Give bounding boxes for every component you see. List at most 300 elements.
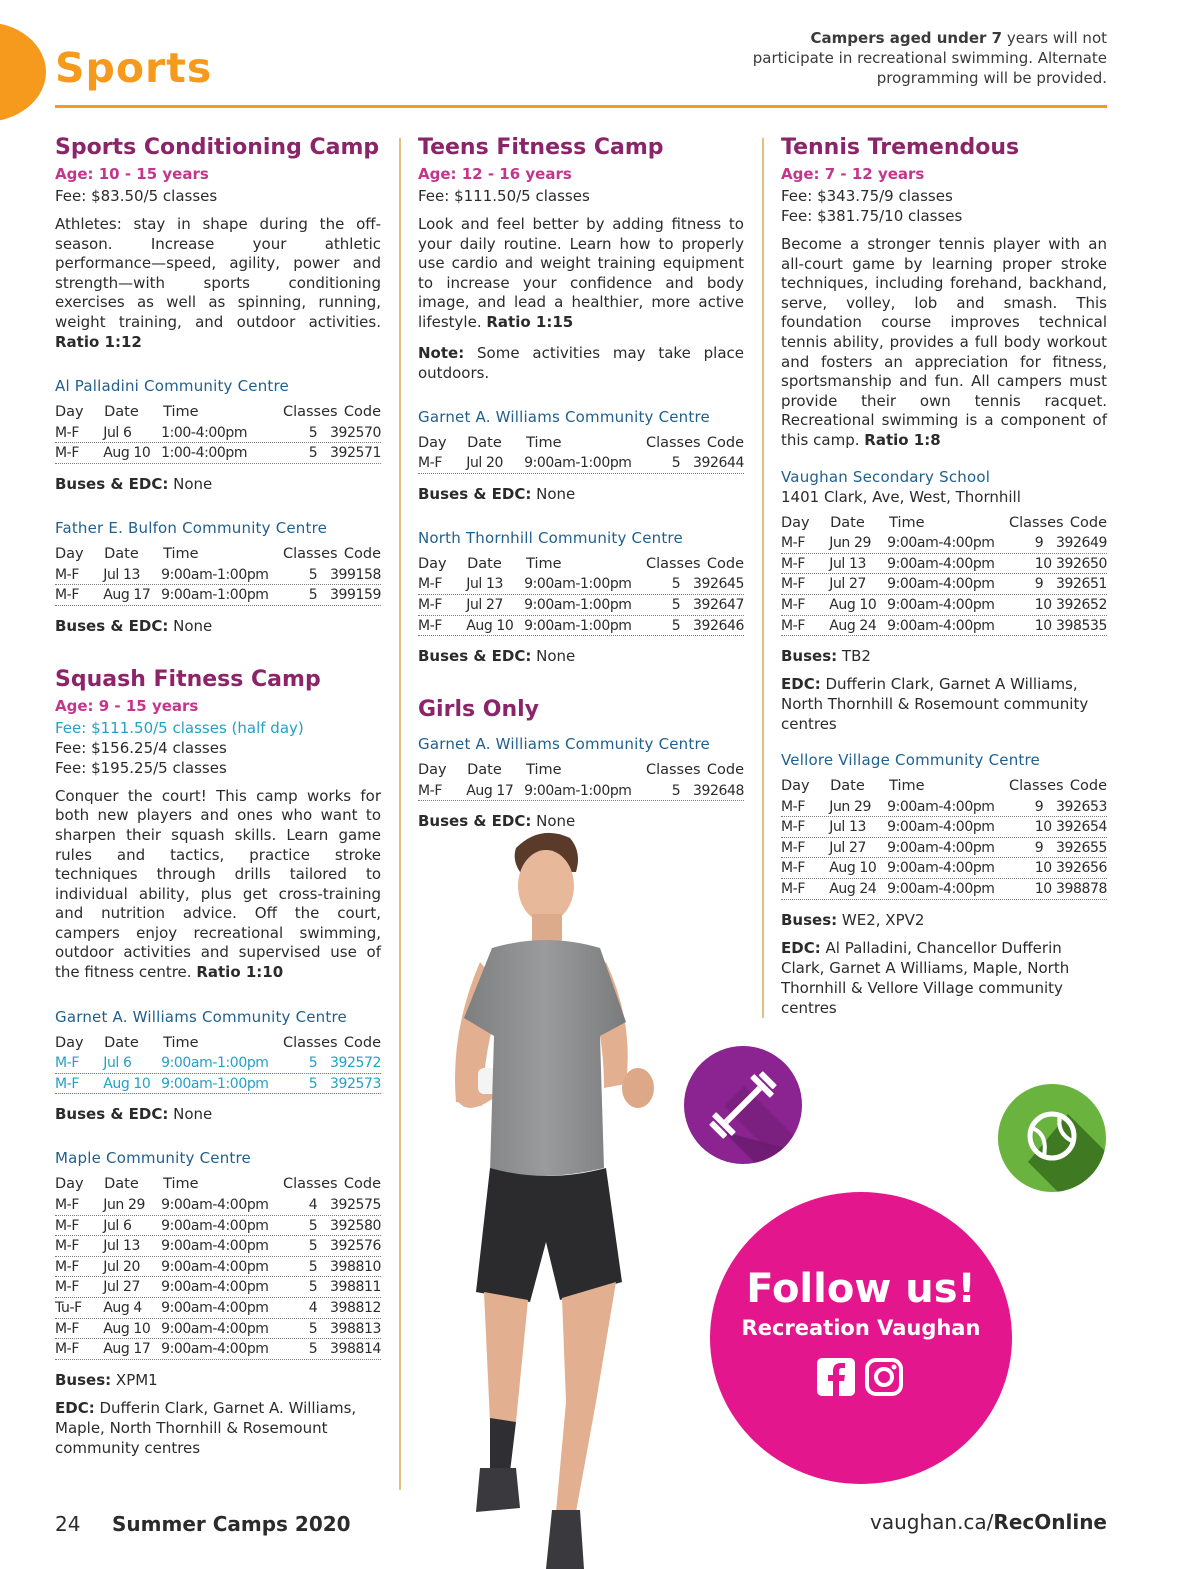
url-bold: RecOnline	[993, 1510, 1107, 1534]
cell-code: 392647	[692, 596, 744, 613]
cell-date: Jul 6	[103, 1217, 132, 1234]
edc-label: EDC:	[781, 675, 821, 694]
cell-classes: 5	[308, 1075, 318, 1092]
cell-day: M-F	[418, 596, 442, 613]
table-header	[418, 554, 744, 575]
dumbbell-glyph	[684, 1046, 802, 1164]
table-row	[781, 616, 1107, 637]
cell-day: M-F	[418, 576, 442, 593]
cell-time: 9:00am-4:00pm	[887, 555, 995, 572]
sports-conditioning-camp	[55, 134, 381, 636]
table-row	[55, 565, 381, 586]
cell-day: M-F	[55, 1075, 79, 1092]
cell-day: M-F	[781, 881, 805, 898]
cell-classes: 5	[308, 1258, 318, 1275]
cell-time: 9:00am-4:00pm	[161, 1258, 269, 1275]
cell-time: 9:00am-4:00pm	[161, 1238, 269, 1255]
header-day: Day	[55, 545, 84, 562]
cell-classes: 10	[1034, 881, 1052, 898]
cell-classes: 9	[1034, 839, 1044, 856]
cell-classes: 5	[308, 566, 318, 583]
buses-label: Buses:	[55, 1370, 112, 1389]
table-header	[418, 760, 744, 781]
table-header	[55, 402, 381, 423]
header-date: Date	[467, 762, 502, 779]
tennis-ball-icon	[998, 1084, 1106, 1192]
follow-subtitle: Recreation Vaughan	[741, 1316, 981, 1340]
cell-date: Aug 10	[103, 1320, 151, 1337]
table-row	[55, 1298, 381, 1319]
cell-date: Jul 20	[466, 455, 503, 472]
description-text: Athletes: stay in shape during the off-season. Increase your athletic performance—speed, agility, power and strength—with sports conditioning exercises as well as spinning, running, weight training, and outdoor activities.	[55, 215, 381, 331]
column-divider	[399, 138, 401, 1490]
cell-time: 9:00am-4:00pm	[887, 839, 995, 856]
cell-date: Jul 13	[103, 1238, 140, 1255]
camp-ratio: Ratio 1:8	[864, 430, 941, 449]
camp-fee: Fee: $156.25/4 classes	[55, 738, 227, 757]
header-date: Date	[104, 1034, 139, 1051]
cell-code: 392644	[692, 455, 744, 472]
cell-date: Aug 10	[103, 445, 151, 462]
header-time: Time	[163, 404, 199, 421]
cell-classes: 5	[308, 1217, 318, 1234]
cell-day: M-F	[55, 1258, 79, 1275]
venue-address: 1401 Clark, Ave, West, Thornhill	[781, 487, 1021, 506]
cell-classes: 5	[308, 587, 318, 604]
buses-edc	[55, 1104, 381, 1124]
header-time: Time	[163, 1034, 199, 1051]
table-header	[418, 433, 744, 454]
section-tab-marker	[0, 22, 46, 122]
instagram-icon[interactable]	[863, 1356, 905, 1398]
edc-value: Al Palladini, Chancellor Dufferin Clark, Garnet A Williams, Maple, North Thornhill & Vellore Village community centres	[781, 938, 1070, 1017]
edc-value: Dufferin Clark, Garnet A. Williams, Maple, North Thornhill & Rosemount community centres	[55, 1398, 357, 1457]
cell-time: 9:00am-1:00pm	[524, 576, 632, 593]
cell-date: Aug 4	[103, 1300, 142, 1316]
cell-time: 1:00-4:00pm	[161, 424, 248, 441]
edc	[781, 674, 1107, 734]
buses-edc	[418, 484, 744, 504]
cell-date: Jul 27	[466, 596, 503, 613]
cell-time: 9:00am-1:00pm	[524, 455, 632, 472]
header-day: Day	[781, 778, 810, 795]
header-code: Code	[343, 545, 381, 562]
tennis-ball-glyph	[998, 1084, 1106, 1192]
header-day: Day	[55, 1034, 84, 1051]
cell-time: 9:00am-1:00pm	[524, 617, 632, 634]
camp-description	[418, 215, 744, 333]
cell-time: 9:00am-4:00pm	[887, 819, 995, 836]
cell-time: 9:00am-4:00pm	[887, 617, 995, 634]
cell-date: Jul 13	[466, 576, 503, 593]
cell-date: Aug 10	[829, 860, 877, 877]
cell-date: Aug 10	[103, 1075, 151, 1092]
table-row	[55, 1277, 381, 1298]
cell-time: 9:00am-4:00pm	[887, 535, 995, 552]
cell-day: M-F	[781, 860, 805, 877]
cell-day: M-F	[55, 1341, 79, 1358]
social-icons	[815, 1356, 907, 1400]
cell-code: 398814	[329, 1341, 381, 1358]
cell-day: M-F	[55, 1217, 79, 1234]
cell-date: Jul 6	[103, 424, 132, 441]
table-row	[55, 423, 381, 444]
cell-day: M-F	[781, 596, 805, 613]
header-time: Time	[526, 555, 562, 572]
cell-code: 392576	[329, 1238, 381, 1255]
cell-day: M-F	[418, 455, 442, 472]
header-date: Date	[830, 778, 865, 795]
swimming-notice	[727, 28, 1107, 88]
camp-title: Sports Conditioning Camp	[55, 135, 380, 160]
header-code: Code	[343, 1176, 381, 1193]
cell-code: 399158	[329, 566, 381, 583]
cell-code: 392648	[692, 782, 744, 799]
table-row	[55, 1236, 381, 1257]
cell-date: Jun 29	[829, 798, 871, 815]
cell-date: Aug 24	[829, 881, 877, 898]
cell-date: Aug 10	[466, 617, 514, 634]
cell-code: 392655	[1055, 839, 1107, 856]
cell-classes: 10	[1034, 860, 1052, 877]
edc	[55, 1398, 381, 1458]
cell-time: 9:00am-1:00pm	[524, 596, 632, 613]
venue-name: Garnet A. Williams Community Centre	[418, 735, 710, 754]
table-row	[418, 781, 744, 802]
cell-classes: 5	[308, 1279, 318, 1296]
header-day: Day	[781, 514, 810, 531]
edc-label: EDC:	[55, 1398, 95, 1417]
cell-day: M-F	[781, 819, 805, 836]
cell-day: M-F	[418, 617, 442, 634]
cell-day: M-F	[781, 617, 805, 634]
cell-classes: 4	[308, 1300, 318, 1316]
venue-name: Al Palladini Community Centre	[55, 377, 289, 396]
cell-time: 9:00am-4:00pm	[161, 1197, 269, 1214]
camp-title: Squash Fitness Camp	[55, 666, 321, 692]
table-header	[781, 776, 1107, 797]
table-row	[781, 554, 1107, 575]
camp-fee-half-day: Fee: $111.50/5 classes (half day)	[55, 718, 304, 737]
cell-code: 392572	[329, 1055, 381, 1072]
cell-classes: 5	[308, 1341, 318, 1358]
header-time: Time	[526, 434, 562, 451]
schedule-table	[418, 554, 744, 636]
camp-fee: Fee: $343.75/9 classes	[781, 187, 953, 205]
cell-classes: 10	[1034, 555, 1052, 572]
buses	[781, 646, 1107, 666]
cell-time: 9:00am-1:00pm	[161, 566, 269, 583]
cell-code: 392645	[692, 576, 744, 593]
column-middle	[418, 134, 744, 831]
squash-fitness-camp	[55, 666, 381, 1458]
header-code: Code	[706, 762, 744, 779]
tennis-tremendous	[781, 134, 1107, 1018]
camp-fee: Fee: $111.50/5 classes	[418, 187, 590, 205]
cell-date: Jul 27	[829, 576, 866, 593]
table-header	[55, 544, 381, 565]
page-title: Sports	[55, 44, 213, 92]
table-row	[418, 595, 744, 616]
cell-time: 9:00am-4:00pm	[887, 798, 995, 815]
camp-age: Age: 12 - 16 years	[418, 165, 572, 183]
camp-age: Age: 7 - 12 years	[781, 165, 925, 183]
venue-name: North Thornhill Community Centre	[418, 528, 683, 547]
publication-title: Summer Camps 2020	[112, 1512, 351, 1536]
cell-code: 398813	[329, 1320, 381, 1337]
cell-day: M-F	[781, 535, 805, 552]
table-row	[418, 453, 744, 474]
cell-date: Aug 10	[829, 596, 877, 613]
header-code: Code	[1069, 778, 1107, 795]
camp-title: Tennis Tremendous	[781, 135, 1020, 160]
note-label: Note:	[418, 343, 465, 362]
cell-classes: 5	[308, 1238, 318, 1255]
cell-date: Aug 17	[103, 1341, 151, 1358]
cell-classes: 5	[671, 782, 681, 799]
camp-age: Age: 10 - 15 years	[55, 165, 209, 183]
cell-time: 9:00am-4:00pm	[161, 1217, 269, 1234]
cell-time: 9:00am-1:00pm	[161, 1055, 269, 1072]
description-text: Become a stronger tennis player with an all-court game by learning proper stroke techniques, including forehand, backhand, serve, volley, lob and smash. This foundation course improves technical tennis ability, provides a full body workout and fosters an appreciation for fitness, sportsmanship and fun. All campers must provide their own tennis racquet. Recreational swimming is a component of this camp.	[781, 235, 1107, 449]
cell-code: 392653	[1055, 798, 1107, 815]
camp-fee: Fee: $195.25/5 classes	[55, 758, 227, 777]
buses-label: Buses:	[781, 910, 838, 929]
buses-edc-label: Buses & EDC:	[55, 616, 169, 635]
cell-day: M-F	[781, 576, 805, 593]
cell-classes: 5	[671, 596, 681, 613]
cell-time: 1:00-4:00pm	[161, 445, 248, 462]
edc-value: Dufferin Clark, Garnet A Williams, North Thornhill & Rosemount community centres	[781, 675, 1089, 734]
cell-time: 9:00am-4:00pm	[887, 860, 995, 877]
cell-code: 398535	[1055, 617, 1107, 634]
cell-date: Aug 17	[466, 782, 514, 799]
buses-edc-label: Buses & EDC:	[418, 812, 532, 831]
cell-classes: 9	[1034, 798, 1044, 815]
camp-title: Girls Only	[418, 697, 539, 723]
column-divider	[762, 138, 764, 1018]
cell-classes: 5	[308, 1055, 318, 1072]
cell-time: 9:00am-4:00pm	[161, 1300, 269, 1316]
cell-time: 9:00am-4:00pm	[161, 1320, 269, 1337]
buses	[55, 1370, 381, 1390]
schedule-table	[55, 1033, 381, 1095]
cell-day: M-F	[781, 798, 805, 815]
description-text: Conquer the court! This camp works for both new players and ones who want to sharpen their squash skills. Learn game rules and tactics, practice stroke techniques through drills tailored to individual ability, plus get cross-training and nutrition advice. Off the court, campers enjoy recreational swimming, outdoor activities and supervised use of the fitness centre.	[55, 786, 381, 982]
header-code: Code	[1069, 514, 1107, 531]
description-text: Look and feel better by adding fitness to your daily routine. Learn how to properly use cardio and weight training equipment to increase your confidence and body image, and lead a healthier, more active lifestyle.	[418, 215, 744, 331]
dumbbell-icon	[684, 1046, 802, 1164]
cell-date: Aug 24	[829, 617, 877, 634]
table-row	[55, 1216, 381, 1237]
column-right	[781, 134, 1107, 1018]
cell-code: 392646	[692, 617, 744, 634]
header-classes: Classes	[645, 434, 701, 451]
table-row	[55, 1195, 381, 1216]
header-code: Code	[706, 434, 744, 451]
cell-date: Jun 29	[103, 1197, 145, 1214]
cell-date: Aug 17	[103, 587, 151, 604]
cell-time: 9:00am-1:00pm	[161, 1075, 269, 1092]
cell-day: M-F	[55, 1055, 79, 1072]
cell-code: 392571	[329, 445, 381, 462]
cell-day: Tu-F	[55, 1300, 82, 1316]
table-row	[55, 1319, 381, 1340]
cell-classes: 10	[1034, 819, 1052, 836]
venue-name: Garnet A. Williams Community Centre	[418, 407, 710, 426]
buses-edc-label: Buses & EDC:	[55, 1105, 169, 1124]
header-classes: Classes	[1008, 778, 1064, 795]
cell-time: 9:00am-4:00pm	[887, 596, 995, 613]
buses-edc	[55, 474, 381, 494]
table-row	[55, 585, 381, 606]
cell-code: 392570	[329, 424, 381, 441]
cell-code: 399159	[329, 587, 381, 604]
header-classes: Classes	[645, 555, 701, 572]
table-row	[418, 574, 744, 595]
venue-name: Vellore Village Community Centre	[781, 751, 1040, 770]
header-date: Date	[104, 404, 139, 421]
cell-date: Jul 13	[103, 566, 140, 583]
header-time: Time	[163, 1176, 199, 1193]
header-classes: Classes	[282, 404, 338, 421]
cell-classes: 9	[1034, 576, 1044, 593]
camp-description	[781, 235, 1107, 451]
buses-edc-label: Buses & EDC:	[55, 474, 169, 493]
cell-classes: 10	[1034, 596, 1052, 613]
cell-day: M-F	[55, 1320, 79, 1337]
schedule-table	[55, 544, 381, 606]
table-row	[781, 574, 1107, 595]
buses-value: TB2	[841, 647, 871, 666]
cell-classes: 4	[308, 1197, 318, 1214]
schedule-table	[55, 402, 381, 464]
follow-us-badge[interactable]	[710, 1192, 1012, 1484]
header-time: Time	[889, 778, 925, 795]
buses-label: Buses:	[781, 647, 838, 666]
cell-date: Jul 27	[103, 1279, 140, 1296]
cell-date: Jul 20	[103, 1258, 140, 1275]
table-row	[781, 595, 1107, 616]
buses-edc-value: None	[173, 474, 213, 493]
cell-classes: 5	[671, 576, 681, 593]
buses-edc	[55, 616, 381, 636]
table-header	[781, 513, 1107, 534]
venue-name: Maple Community Centre	[55, 1149, 251, 1168]
cell-classes: 5	[671, 455, 681, 472]
buses-edc-value: None	[173, 1105, 213, 1124]
cell-code: 392656	[1055, 860, 1107, 877]
table-row	[781, 533, 1107, 554]
header-day: Day	[418, 555, 447, 572]
header-classes: Classes	[282, 1176, 338, 1193]
table-row	[781, 817, 1107, 838]
table-row	[781, 879, 1107, 900]
cell-time: 9:00am-1:00pm	[524, 782, 632, 799]
cell-day: M-F	[55, 424, 79, 441]
cell-time: 9:00am-4:00pm	[887, 881, 995, 898]
table-row	[418, 616, 744, 637]
note-text: Some activities may take place outdoors.	[418, 343, 744, 382]
header-time: Time	[526, 762, 562, 779]
header-code: Code	[343, 404, 381, 421]
header-date: Date	[467, 434, 502, 451]
cell-day: M-F	[55, 566, 79, 583]
cell-time: 9:00am-4:00pm	[161, 1341, 269, 1358]
cell-day: M-F	[781, 839, 805, 856]
cell-time: 9:00am-4:00pm	[887, 576, 995, 593]
cell-date: Jul 6	[103, 1055, 132, 1072]
schedule-table	[418, 433, 744, 474]
header-classes: Classes	[1008, 514, 1064, 531]
schedule-table	[781, 513, 1107, 637]
table-row	[781, 838, 1107, 859]
cell-code: 392573	[329, 1075, 381, 1092]
buses-edc-value: None	[536, 812, 576, 831]
cell-day: M-F	[55, 1197, 79, 1214]
table-row	[781, 858, 1107, 879]
buses-edc-label: Buses & EDC:	[418, 647, 532, 666]
buses-edc	[418, 646, 744, 666]
table-header	[55, 1033, 381, 1054]
cell-date: Jul 13	[829, 819, 866, 836]
header-date: Date	[104, 545, 139, 562]
cell-date: Jun 29	[829, 535, 871, 552]
table-row	[55, 1074, 381, 1095]
cell-code: 392650	[1055, 555, 1107, 572]
header-classes: Classes	[282, 545, 338, 562]
camp-fee: Fee: $381.75/10 classes	[781, 207, 963, 225]
cell-time: 9:00am-4:00pm	[161, 1279, 269, 1296]
header-date: Date	[467, 555, 502, 572]
buses-edc-value: None	[536, 647, 576, 666]
venue-name: Garnet A. Williams Community Centre	[55, 1007, 347, 1026]
table-header	[55, 1174, 381, 1195]
buses-edc-value: None	[173, 616, 213, 635]
notice-bold: Campers aged under 7	[810, 29, 1003, 47]
cell-code: 398811	[329, 1279, 381, 1296]
cell-day: M-F	[418, 782, 442, 799]
cell-classes: 5	[671, 617, 681, 634]
cell-code: 392652	[1055, 596, 1107, 613]
buses	[781, 910, 1107, 930]
camp-description	[55, 215, 381, 352]
page-number: 24	[55, 1512, 81, 1536]
schedule-table	[781, 776, 1107, 900]
facebook-icon[interactable]	[815, 1356, 857, 1398]
camp-description	[55, 787, 381, 983]
header-day: Day	[418, 762, 447, 779]
camp-fee: Fee: $83.50/5 classes	[55, 187, 218, 205]
cell-code: 392575	[329, 1197, 381, 1214]
cell-date: Jul 27	[829, 839, 866, 856]
edc-label: EDC:	[781, 938, 821, 957]
buses-value: WE2, XPV2	[841, 910, 925, 929]
cell-day: M-F	[55, 587, 79, 604]
cell-code: 392654	[1055, 819, 1107, 836]
cell-day: M-F	[55, 1238, 79, 1255]
website-link[interactable]	[870, 1510, 1107, 1534]
follow-title: Follow us!	[746, 1266, 976, 1312]
header-classes: Classes	[282, 1034, 338, 1051]
cell-time: 9:00am-1:00pm	[161, 587, 269, 604]
cell-code: 392651	[1055, 576, 1107, 593]
table-row	[55, 1257, 381, 1278]
camp-ratio: Ratio 1:10	[196, 963, 284, 982]
buses-edc-value: None	[536, 484, 576, 503]
cell-date: Jul 13	[829, 555, 866, 572]
column-left	[55, 134, 381, 1458]
